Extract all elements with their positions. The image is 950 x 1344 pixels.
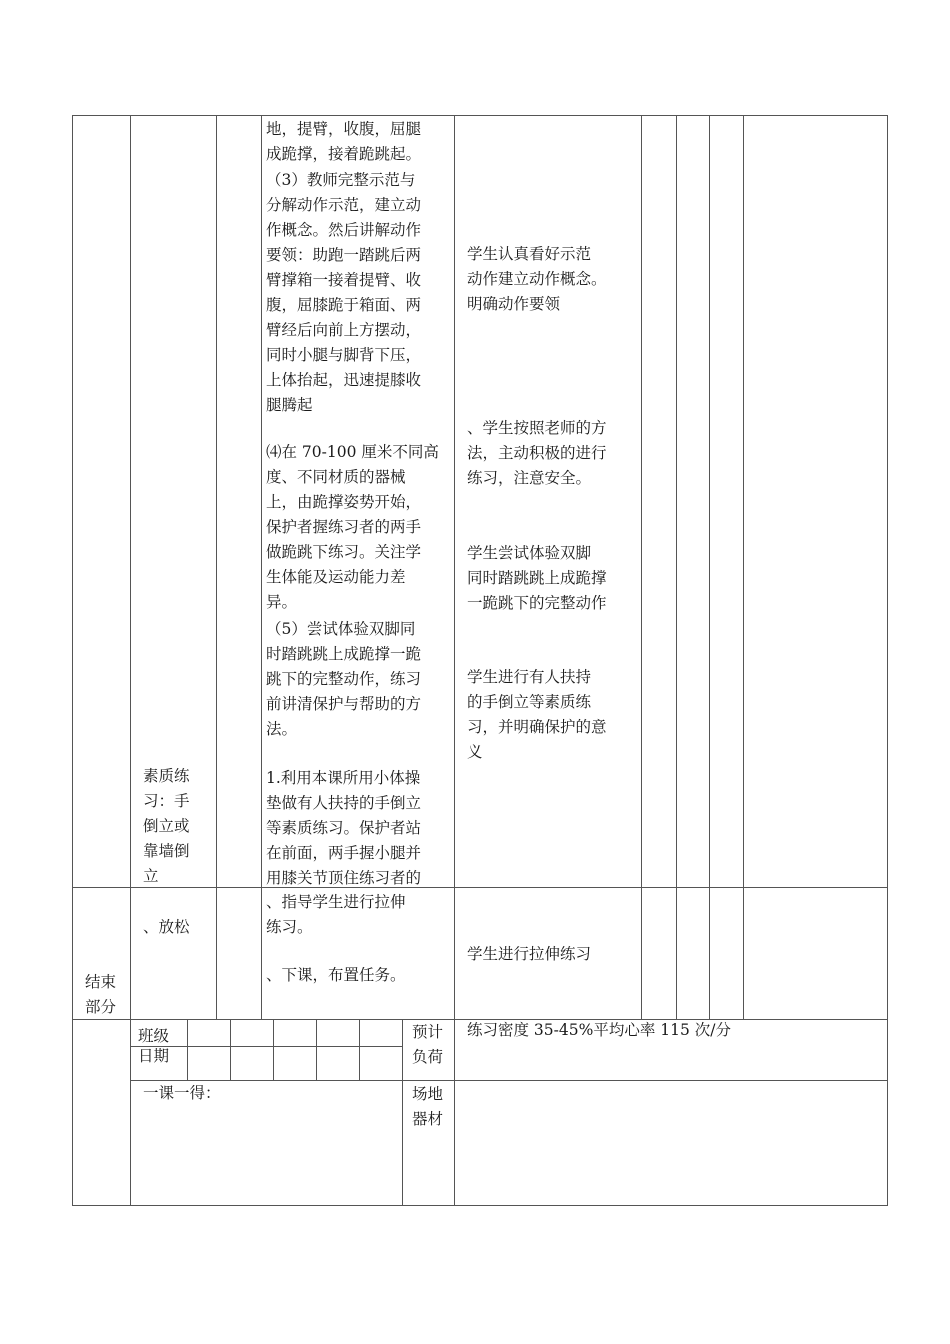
venue-equipment-label: 场地 器材 — [412, 1085, 444, 1128]
expected-load-text: 练习密度 35-45%平均心率 115 次/分 — [467, 1021, 732, 1039]
student-text-stretch: 学生进行拉伸练习 — [467, 945, 592, 963]
col-divider-d — [743, 115, 744, 1019]
student-text-try: 学生尝试体验双脚 同时踏跳跳上成跪撑 一跪跳下的完整动作 — [467, 544, 607, 612]
table-left-border — [72, 115, 73, 1206]
col-divider-content — [130, 115, 131, 1206]
part-label-ending: 结束 部分 — [85, 973, 117, 1016]
grid-divider-2 — [230, 1019, 231, 1080]
table-bottom-border — [72, 1205, 888, 1206]
teacher-text-landing: 地，提臂，收腹，屈腿 成跪撑，接着跪跳起。 — [266, 120, 422, 163]
teacher-text-apparatus: ⑷在 70-100 厘米不同高 度、不同材质的器械 上，由跪撑姿势开始， 保护者握练习者的两手 做跪跳下练习。关注学 生体能及运动能力差 异。 — [266, 443, 439, 611]
teacher-text-demo: （3）教师完整示范与 分解动作示范，建立动 作概念。然后讲解动作 要领：助跑一踏跳后两 臂撑箱一接着提臂、收 腹，屈膝跪于箱面、两 臂经后向前上方摆动， 同时小腿与脚背下压， 上体抬起，迅速提膝收 腿腾起 — [266, 171, 422, 414]
col-divider-load-label — [402, 1019, 403, 1206]
table-top-border — [72, 115, 888, 116]
teacher-text-dismiss: 、下课，布置任务。 — [266, 966, 406, 984]
student-text-practice: 、学生按照老师的方 法，主动积极的进行 练习，注意安全。 — [467, 419, 607, 487]
date-label: 日期 — [138, 1047, 170, 1065]
student-text-watch: 学生认真看好示范 动作建立动作概念。 明确动作要领 — [467, 245, 607, 313]
lesson-takeaway-label: 一课一得： — [143, 1084, 221, 1102]
class-label: 班级 — [138, 1027, 170, 1045]
col-divider-b — [676, 115, 677, 1019]
table-right-border — [887, 115, 888, 1206]
col-divider-c — [709, 115, 710, 1019]
col-divider-3 — [216, 115, 217, 1019]
teacher-text-stretch: 、指导学生进行拉伸 练习。 — [266, 893, 406, 936]
content-quality-practice: 素质练 习：手 倒立或 靠墙倒 立 — [143, 767, 190, 885]
teacher-text-complete-action: （5）尝试体验双脚同 时踏跳跳上成跪撑一跪 跳下的完整动作，练习 前讲清保护与帮助的方 法。 — [266, 620, 422, 738]
student-text-handstand: 学生进行有人扶持 的手倒立等素质练 习，并明确保护的意 义 — [467, 668, 607, 761]
grid-divider-3 — [273, 1019, 274, 1080]
expected-load-label: 预计 负荷 — [412, 1023, 444, 1066]
grid-divider-4 — [316, 1019, 317, 1080]
teacher-text-handstand: 1.利用本课所用小体操 垫做有人扶持的手倒立 等素质练习。保护者站 在前面，两手握小腿并 用膝关节顶住练习者的 — [266, 769, 422, 887]
grid-divider-5 — [359, 1019, 360, 1080]
content-relax: 、放松 — [143, 918, 190, 936]
col-divider-teacher — [261, 115, 262, 1019]
